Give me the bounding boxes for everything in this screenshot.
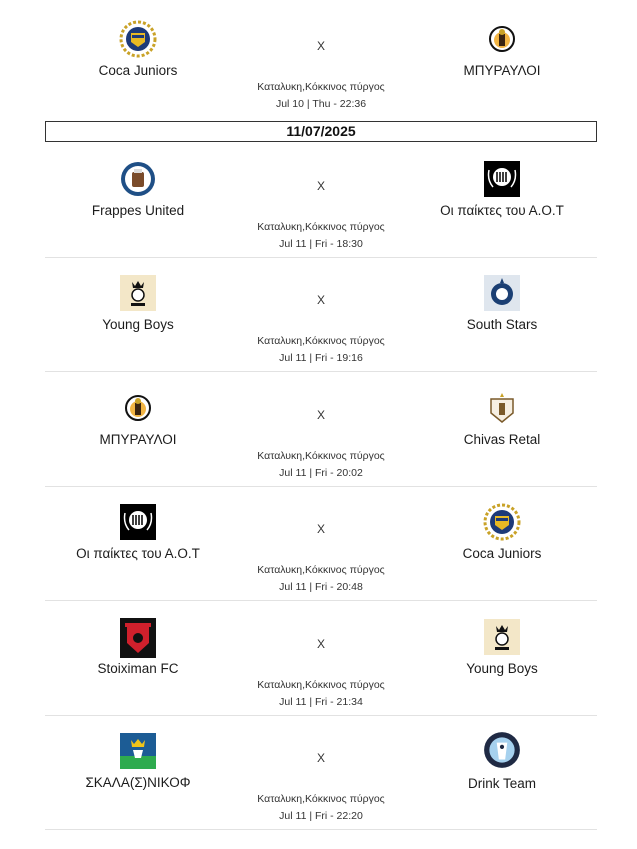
drink-team-crest-icon [482,730,522,770]
away-team-name: Οι παίκτες του Α.Ο.Τ [440,203,564,218]
match-time: Jul 10 | Thu - 22:36 [275,98,367,110]
versus-label: X [316,522,325,536]
match-card[interactable] [45,483,597,597]
match-venue: Καταλυκη,Κόκκινος πύργος [257,221,385,233]
match-venue: Καταλυκη,Κόκκινος πύργος [257,564,385,576]
stoiximan-fc-crest-icon [119,614,157,658]
mpyravloi-crest-icon [483,20,521,58]
versus-label: X [316,751,325,765]
versus-label: X [316,637,325,651]
match-card[interactable] [45,0,597,114]
away-team-name: ΜΠΥΡΑΥΛΟΙ [463,63,541,78]
aot-crest-icon [119,503,157,541]
match-time: Jul 11 | Fri - 20:02 [279,467,363,479]
away-team-name: Chivas Retal [463,432,541,447]
match-venue: Καταλυκη,Κόκκινος πύργος [257,81,385,93]
match-card[interactable] [45,254,597,368]
date-header: 11/07/2025 [45,121,597,142]
match-card[interactable] [45,712,597,826]
mpyravloi-crest-icon [119,389,157,427]
versus-label: X [316,39,325,53]
young-boys-crest-icon [119,274,157,312]
divider [45,829,597,830]
versus-label: X [316,408,325,422]
home-team-name: Stoiximan FC [97,661,179,676]
match-time: Jul 11 | Fri - 18:30 [279,238,363,250]
frappes-united-crest-icon [119,160,157,198]
versus-label: X [316,293,325,307]
home-team-name: Coca Juniors [98,63,178,78]
home-team-name: Young Boys [102,317,174,332]
young-boys-crest-icon [483,618,521,656]
match-venue: Καταλυκη,Κόκκινος πύργος [257,679,385,691]
home-team-name: Frappes United [91,203,185,218]
match-venue: Καταλυκη,Κόκκινος πύργος [257,450,385,462]
match-card[interactable] [45,598,597,712]
match-time: Jul 11 | Fri - 20:48 [279,581,363,593]
away-team-name: Coca Juniors [462,546,542,561]
skalasnikof-crest-icon [119,732,157,770]
coca-juniors-crest-icon [483,503,521,541]
home-team-name: ΜΠΥΡΑΥΛΟΙ [99,432,177,447]
match-card[interactable] [45,369,597,483]
aot-crest-icon [483,160,521,198]
versus-label: X [316,179,325,193]
south-stars-crest-icon [483,274,521,312]
home-team-name: ΣΚΑΛΑ(Σ)ΝΙΚΟΦ [85,775,191,790]
home-team-name: Οι παίκτες του Α.Ο.Τ [76,546,200,561]
match-card[interactable] [45,140,597,254]
chivas-retal-crest-icon [483,389,521,427]
match-venue: Καταλυκη,Κόκκινος πύργος [257,793,385,805]
away-team-name: Drink Team [467,776,537,791]
match-time: Jul 11 | Fri - 19:16 [279,352,363,364]
match-time: Jul 11 | Fri - 22:20 [279,810,363,822]
away-team-name: Young Boys [466,661,538,676]
match-time: Jul 11 | Fri - 21:34 [279,696,363,708]
coca-juniors-crest-icon [119,20,157,58]
match-venue: Καταλυκη,Κόκκινος πύργος [257,335,385,347]
away-team-name: South Stars [466,317,538,332]
